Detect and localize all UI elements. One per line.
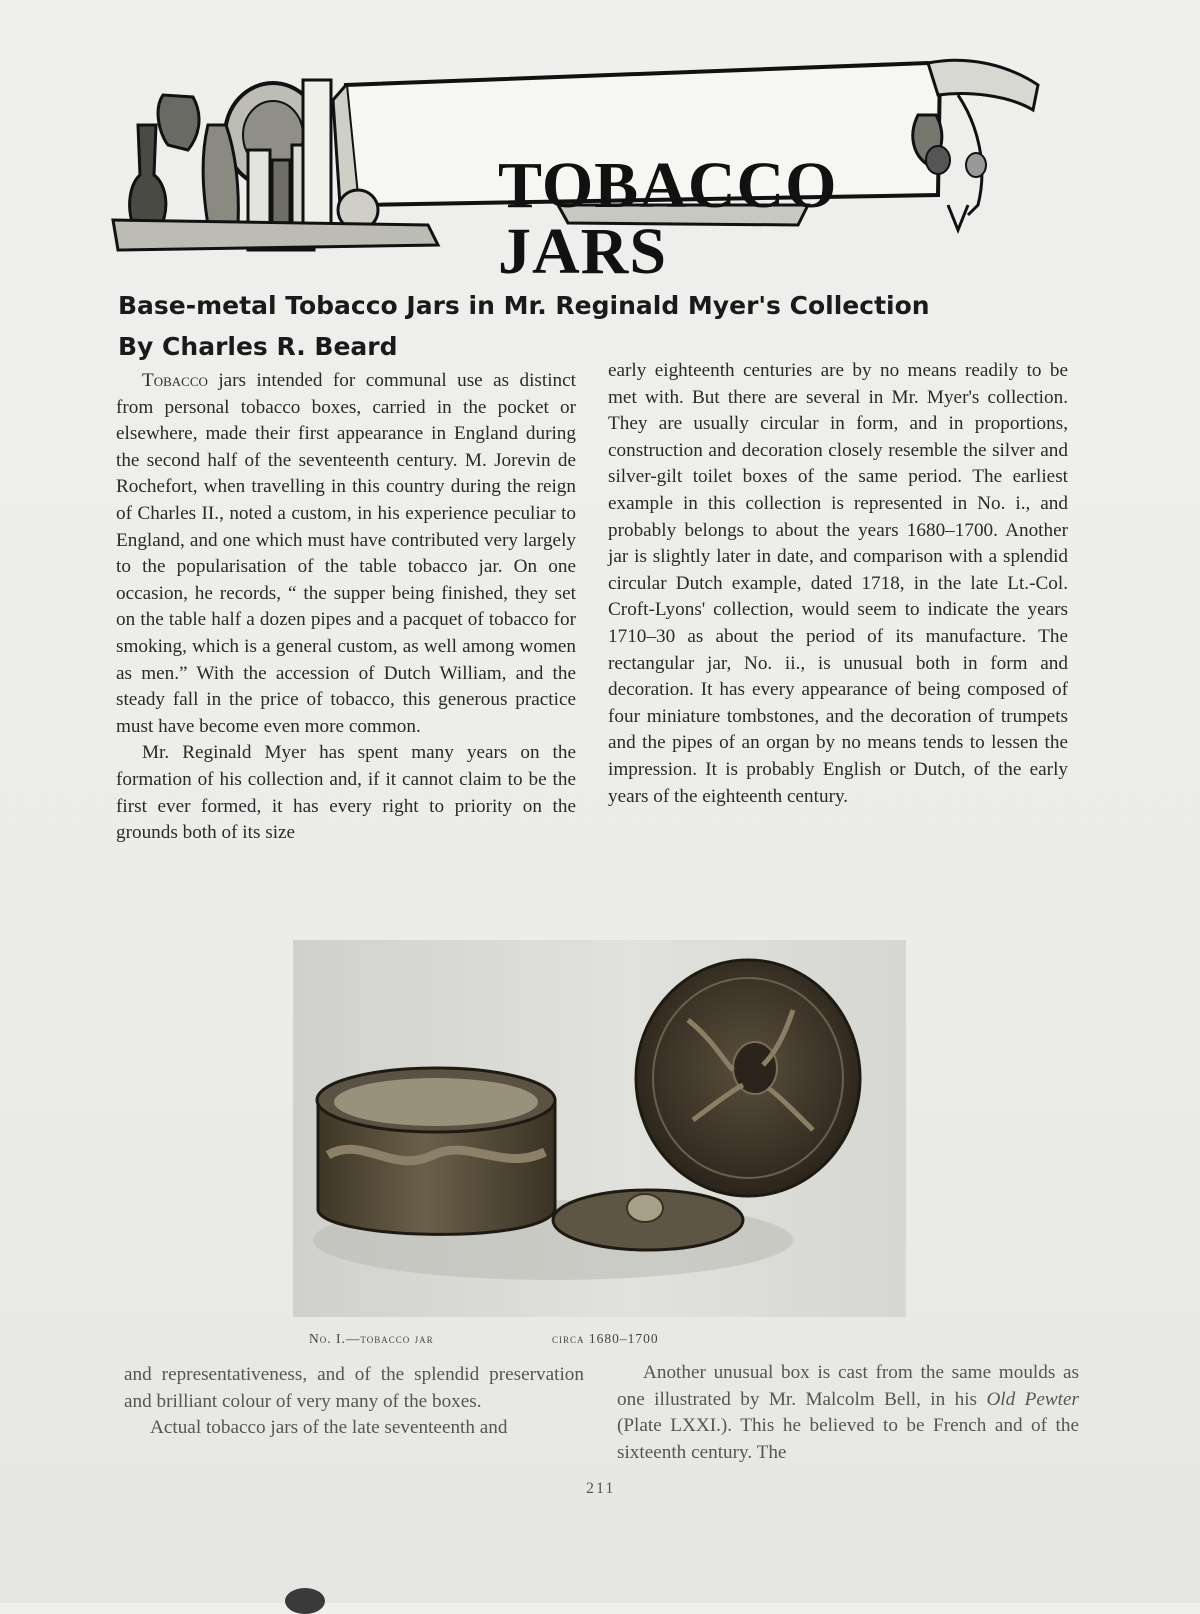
bottom-right-text-column bbox=[617, 1360, 1079, 1466]
drop-lead-word: Tobacco bbox=[142, 370, 208, 391]
tobacco-jar-photograph bbox=[293, 940, 906, 1317]
header-banner bbox=[108, 55, 1066, 288]
article-byline: By Charles R. Beard bbox=[118, 332, 398, 361]
paragraph-text: Another unusual box is cast from the same moulds as one illustrated by Mr. Malcolm Bell, in his bbox=[617, 1362, 1079, 1410]
paragraph bbox=[116, 368, 576, 740]
figure-caption-title: No. I.—tobacco jar bbox=[309, 1331, 434, 1346]
right-text-column bbox=[608, 358, 1068, 810]
paragraph-text: (Plate LXXI.). This he believed to be French and of the sixteenth century. The bbox=[617, 1415, 1079, 1463]
left-text-column bbox=[116, 368, 576, 847]
jar-illustration bbox=[293, 940, 906, 1317]
article-title: Base-metal Tobacco Jars in Mr. Reginald Myer's Collection bbox=[118, 291, 930, 320]
paragraph-text: jars intended for communal use as distinct from personal tobacco boxes, carried in the pocket or elsewhere, made their first appearance in England during the second half of the seventeenth century. M. Jorevin de Rochefort, when travelling in this country during the reign of Charles II., noted a custom, in his experience peculiar to England, and one which must have contributed very largely to the popularisation of the table tobacco jar. On one occasion, he records, “ the supper being finished, they set on the table half a dozen pipes and a pacquet of tobacco for smoking, which is a general custom, as well among women as men.” With the accession of Dutch William, and the steady fall in the price of tobacco, this generous practice must have become even more common. bbox=[116, 370, 576, 737]
paragraph: early eighteenth centuries are by no means readily to be met with. But there are several in Mr. Myer's collection. They are usually circular in form, and in proportions, construction and decoration closely resemble the silver and silver-gilt toilet boxes of the same period. The earliest example in this collection is represented in No. i., and probably belongs to about the years 1680–1700. Another jar is slightly later in date, and comparison with a splendid circular Dutch example, dated 1718, in the late Lt.-Col. Croft-Lyons' collection, would seem to indicate the years 1710–30 as about the period of its manufacture. The rectangular jar, No. ii., is unusual both in form and decoration. It has every appearance of being composed of four miniature tombstones, and the decoration of trumpets and the pipes of an organ by no means tends to lessen the impression. It is probably English or Dutch, of the early years of the eighteenth century. bbox=[608, 360, 1068, 807]
banner-title: TOBACCO JARS bbox=[498, 149, 838, 288]
bottom-left-text-column bbox=[124, 1362, 584, 1442]
paragraph: and representativeness, and of the splendid preservation and brilliant colour of very many of the boxes. bbox=[124, 1364, 584, 1412]
figure-caption-date: circa 1680–1700 bbox=[552, 1331, 659, 1346]
paragraph bbox=[617, 1360, 1079, 1466]
book-title: Old Pewter bbox=[986, 1388, 1079, 1410]
scan-smudge bbox=[285, 1588, 325, 1614]
paragraph: Mr. Reginald Myer has spent many years on the formation of his collection and, if it cannot claim to be the first ever formed, it has every right to priority on the grounds both of its size bbox=[116, 742, 576, 844]
page-number: 211 bbox=[586, 1480, 616, 1497]
paragraph: Actual tobacco jars of the late seventeenth and bbox=[150, 1417, 508, 1439]
